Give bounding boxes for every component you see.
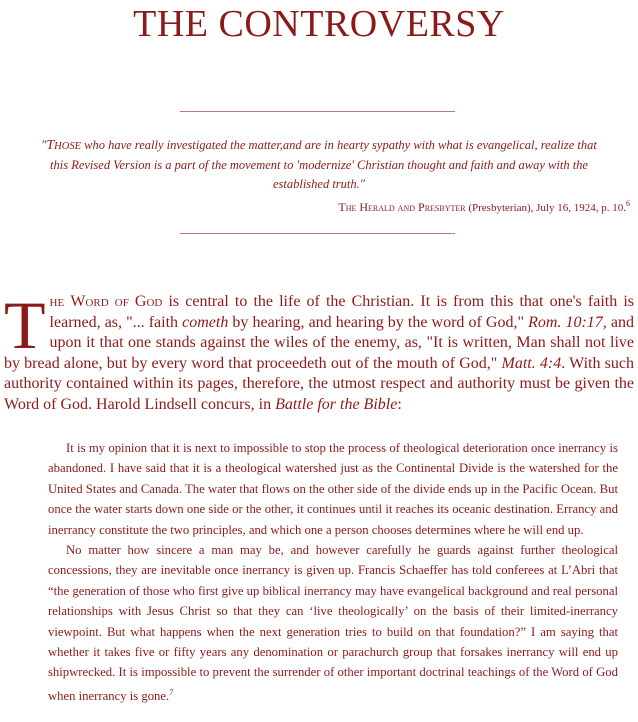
body-paragraph <box>4 287 635 416</box>
epigraph-text: who have really investigated the matter,and are in hearty sypathy with what is evangelical, realize that this Revised Version is a part of the movement to 'modernize' Christian thought and faith and away with the established truth." <box>50 138 597 191</box>
footnote-marker: 7 <box>169 687 174 697</box>
body-text-5: : <box>397 395 402 413</box>
body-italic-cometh: cometh <box>182 313 229 331</box>
block-quote <box>48 438 618 707</box>
body-text-4: . With such authority contained within its pages, therefore, the utmost respect and authority must be given the Word of God. Harold Lindsell concurs, in <box>4 354 635 413</box>
epigraph-open-quote: " <box>41 138 47 152</box>
quote-paragraph-2 <box>48 540 618 706</box>
divider-bottom <box>180 233 455 234</box>
epigraph-first-word: HOSE <box>54 141 81 152</box>
citation-romans: Rom. 10:17, <box>528 313 607 331</box>
word-of-god-smallcaps: Word of God <box>70 293 163 310</box>
epigraph-quote <box>40 136 598 194</box>
epigraph-first-cap: T <box>46 138 55 153</box>
quote-paragraph-1: It is my opinion that it is next to impossible to stop the process of theological deterioration once inerrancy is abandoned. I have said that it is a theological watershed just as the Continental Divide is the watershed for the United States and Canada. The water that flows on the other side of the divide ends up in the Pacific Ocean. But once the water starts down one side or the other, it continues until it reaches its oceanic destination. Errancy and inerrancy constitute the two principles, and which one a person chooses determines where he will end up. <box>48 441 618 537</box>
citation-matthew: Matt. 4:4 <box>501 354 562 372</box>
body-text-3: and upon it that one stands against the wiles of the enemy, as, "It is written, Man shall not live by bread alone, but by every word that proceedeth out of the mouth of God," <box>4 313 634 372</box>
drop-cap: T <box>4 287 46 363</box>
divider-top <box>180 111 455 112</box>
book-title: Battle for the Bible <box>275 395 398 413</box>
body-text-2: by hearing, and hearing by the word of God," <box>228 313 529 331</box>
quote-paragraph-2-text: No matter how sincere a man may be, and however carefully he guards against further theological concessions, they are inevitable once inerrancy is given up. Francis Schaeffer has told conferees at L’Abri that “the generation of those who first give up biblical inerrancy may have evangelical background and real personal relationships with Jesus Christ so that they can ‘live theologically’ on the basis of their limited-inerrancy viewpoint. But what happens when the next generation tries to build on that foundation?” I am saying that whether it takes five or fifty years any denomination or parachurch group that forsakes inerrancy will end up shipwrecked. It is impossible to prevent the surrender of other important doctrinal teachings of the Word of God when inerrancy is gone. <box>48 543 618 704</box>
attribution-publication: The Herald and Presbyter <box>338 200 466 214</box>
body-text-1: is central to the life of the Christian. It is from this that one's faith is learned, as, "... faith <box>49 293 634 331</box>
footnote-marker: 6 <box>626 199 630 208</box>
lead-in-word: he <box>49 293 65 310</box>
epigraph-attribution <box>110 196 630 216</box>
attribution-detail: (Presbyterian), July 16, 1924, p. 10. <box>465 202 626 214</box>
page-title: THE CONTROVERSY <box>133 3 505 45</box>
